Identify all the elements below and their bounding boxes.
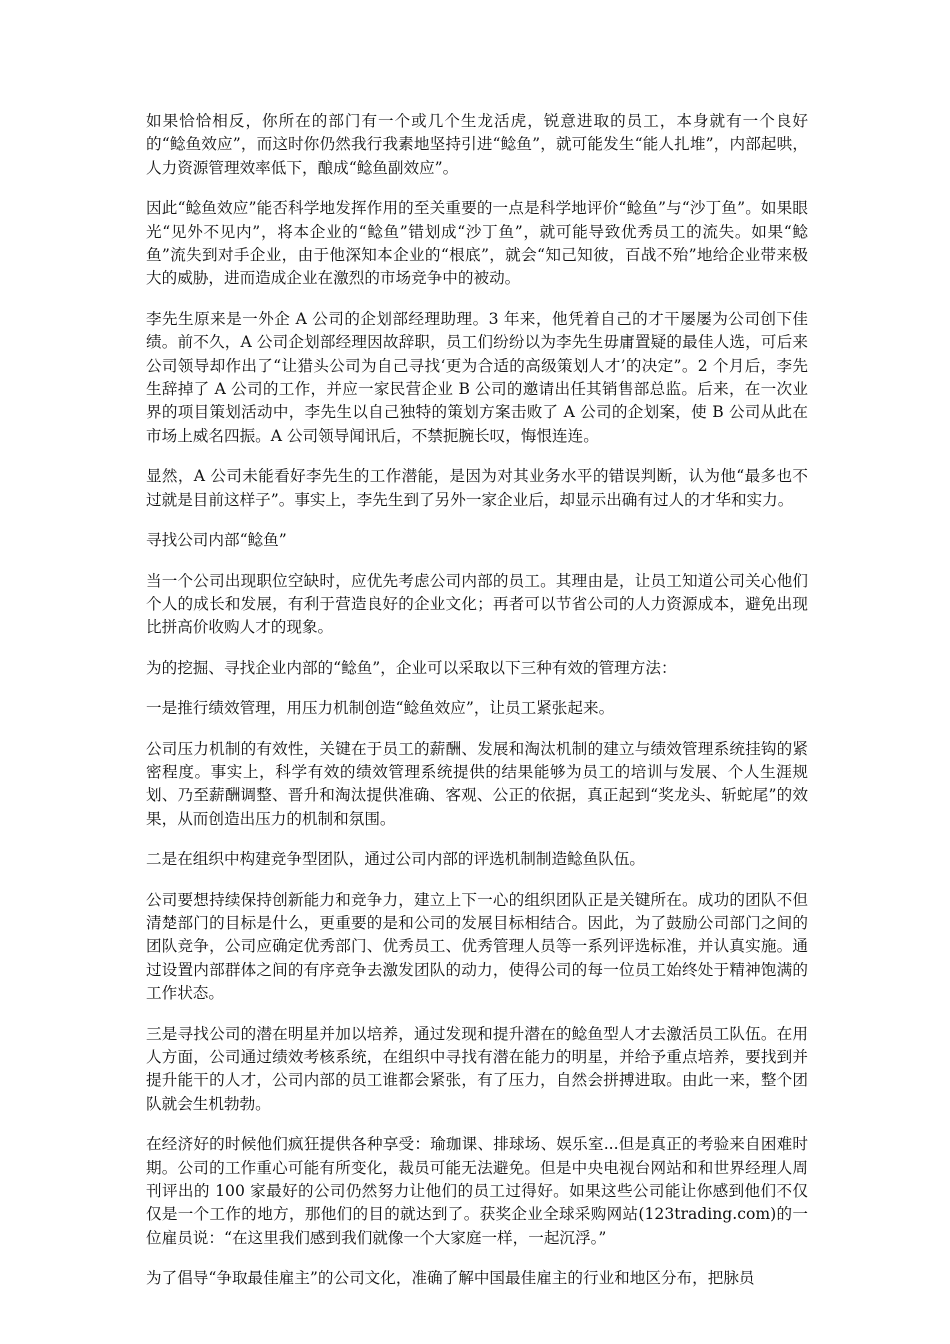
section-heading-find-internal-catfish: 寻找公司内部“鲶鱼” [146,531,287,550]
paragraph-method-one-detail: 公司压力机制的有效性，关键在于员工的薪酬、发展和淘汰机制的建立与绩效管理系统挂钩的紧密程度。事实上，科学有效的绩效管理系统提供的结果能够为员工的培训与发展、个人生涯规划、乃至薪酬调整、晋升和淘汰提供准确、客观、公正的依据，真正起到“奖龙头、斩蛇尾”的效果，从而创造出压力的机制和氛围。 [146,739,808,828]
paragraph-employer-culture: 为了倡导“争取最佳雇主”的公司文化，准确了解中国最佳雇主的行业和地区分布，把脉员 [146,1269,755,1288]
paragraph-method-one: 一是推行绩效管理，用压力机制创造“鲶鱼效应”，让员工紧张起来。 [146,699,615,718]
document-body [146,110,808,1308]
paragraph-catfish-counter-effect: 如果恰恰相反，你所在的部门有一个或几个生龙活虎，锐意进取的员工，本身就有一个良好的“鲶鱼效应”，而这时你仍然我行我素地坚持引进“鲶鱼”，就可能发生“能人扎堆”，内部起哄，人力资源管理效率低下，酿成“鲶鱼副效应”。 [146,112,808,177]
paragraph-best-employers: 在经济好的时候他们疯狂提供各种享受：瑜珈课、排球场、娱乐室...但是真正的考验来自困难时期。公司的工作重心可能有所变化，裁员可能无法避免。但是中央电视台网站和和世界经理人周刊评出的 100 家最好的公司仍然努力让他们的员工过得好。如果这些公司能让你感到他们不仅仅是一个工作的地方，那他们的目的就达到了。获奖企业全球采购网站(123trading.com)的一位雇员说：“在这里我们感到我们就像一个大家庭一样，一起沉浮。” [146,1135,808,1247]
paragraph-method-three: 三是寻找公司的潜在明星并加以培养，通过发现和提升潜在的鲶鱼型人才去激活员工队伍。在用人方面，公司通过绩效考核系统，在组织中寻找有潜在能力的明星，并给予重点培养，要找到并提升能干的人才，公司内部的员工谁都会紧张，有了压力，自然会拼搏进取。由此一来，整个团队就会生机勃勃。 [146,1024,808,1113]
paragraph-mr-li-case: 李先生原来是一外企 A 公司的企划部经理助理。3 年来，他凭着自己的才干屡屡为公司创下佳绩。前不久，A 公司企划部经理因故辞职，员工们纷纷以为李先生毋庸置疑的最佳人选，可后来公司领导却作出了“让猎头公司为自己寻找‘更为合适的高级策划人才’的决定”。2 个月后，李先生辞掉了 A 公司的工作，并应一家民营企业 B 公司的邀请出任其销售部总监。后来，在一次业界的项目策划活动中，李先生以自己独特的策划方案击败了 A 公司的企划案，使 B 公司从此在市场上威名四振。A 公司领导闻讯后，不禁扼腕长叹，悔恨连连。 [146,309,808,445]
paragraph-method-two: 二是在组织中构建竞争型团队，通过公司内部的评选机制制造鲶鱼队伍。 [146,850,646,869]
paragraph-method-two-detail: 公司要想持续保持创新能力和竞争力，建立上下一心的组织团队正是关键所在。成功的团队不但清楚部门的目标是什么，更重要的是和公司的发展目标相结合。因此，为了鼓励公司部门之间的团队竞争，公司应确定优秀部门、优秀员工、优秀管理人员等一系列评选标准，并认真实施。通过设置内部群体之间的有序竞争去激发团队的动力，使得公司的每一位员工始终处于精神饱满的工作状态。 [146,890,808,1003]
paragraph-case-analysis: 显然，A 公司未能看好李先生的工作潜能，是因为对其业务水平的错误判断，认为他“最多也不过就是目前这样子”。事实上，李先生到了另外一家企业后，却显示出确有过人的才华和实力。 [146,467,808,509]
paragraph-internal-priority: 当一个公司出现职位空缺时，应优先考虑公司内部的员工。其理由是，让员工知道公司关心他们个人的成长和发展，有利于营造良好的企业文化；再者可以节省公司的人力资源成本，避免出现比拼高价收购人才的现象。 [146,571,808,637]
paragraph-three-methods-intro: 为的挖掘、寻找企业内部的“鲶鱼”，企业可以采取以下三种有效的管理方法： [146,658,677,677]
paragraph-evaluate-catfish: 因此“鲶鱼效应”能否科学地发挥作用的至关重要的一点是科学地评价“鲶鱼”与“沙丁鱼”。如果眼光“见外不见内”，将本企业的“鲶鱼”错划成“沙丁鱼”，就可能导致优秀员工的流失。如果“鲶鱼”流失到对手企业，由于他深知本企业的“根底”，就会“知己知彼，百战不殆”地给企业带来极大的威胁，进而造成企业在激烈的市场竞争中的被动。 [146,199,808,288]
